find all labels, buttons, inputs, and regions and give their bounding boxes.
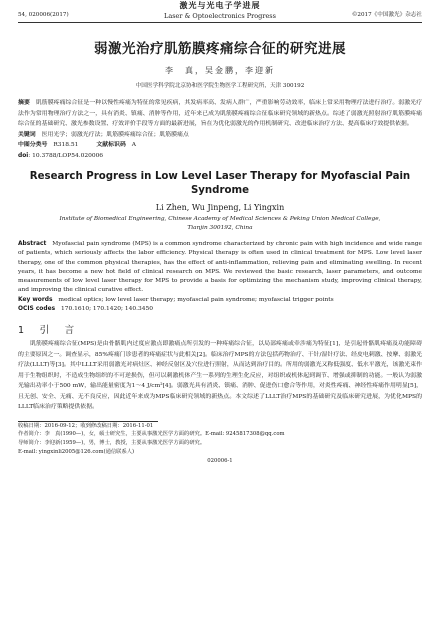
authors-en: Li Zhen, Wu Jinpeng, Li Yingxin (155, 203, 285, 212)
footnote-contact: E-mail: yingxinli2005@126.com(通信联系人) (18, 448, 135, 455)
keywords-cn (18, 130, 422, 141)
section-number: 1 (18, 325, 28, 337)
abstract-cn-label: 摘要 (18, 100, 30, 106)
title-en: Research Progress in Low Level Laser Therapy for Myofascial Pain Syndrome (29, 171, 411, 196)
clc-value: R318.51 (53, 142, 79, 148)
ocis-label: OCIS codes (18, 306, 56, 313)
section-heading-intro (18, 322, 422, 336)
journal-name-cn: 激光与光电子学进展 (179, 1, 261, 10)
keywords-en-label: Key words (18, 296, 53, 303)
keywords-en-text: medical optics; low level laser therapy; myofascial pain syndrome; myofascial trigger points (58, 296, 334, 303)
abstract-cn (18, 98, 422, 130)
keywords-cn-label: 关键词 (18, 131, 36, 138)
abstract-en-label: Abstract (18, 241, 47, 247)
footnote-received: 收稿日期：2016-09-12；收到修改稿日期：2016-11-01 (18, 422, 154, 429)
abstract-en (18, 240, 422, 296)
doi-value: 10.3788/LOP54.020006 (32, 152, 104, 159)
journal-name-en: Laser & Optoelectronics Progress (164, 12, 276, 20)
footnote-advisor: 导师简介：李迎新(1959—)，男，博士，教授，主要从事激光医学方面的研究。 (18, 440, 206, 447)
intro-paragraph: 肌筋膜疼痛综合征(MPS)是由骨骼肌内过度应激点即激痛点所引发的一种疼痛综合征，以局部疼痛或牵涉痛为特征[1]，是引起骨骼肌疼痛及功能障碍的主要原因之一。调查显示，85%疼痛门诊患者的疼痛症状与此相关[2]。临床治疗MPS的方法包括药物治疗、干针/湿针疗法、经皮电刺激、按摩、弱激光疗法(LLLT)等[3]。其中LLLT采用弱激光对病灶区、神经反射区及穴位进行照射，从而达到治疗目的。所用的弱激光又称低强度、低水平激光，该激光束作用于生物组织时，不造成生物组织的不可逆损伤，但可以刺激机体产生一系列的生理生化反应，对组织或机体起到调节、增强或抑制的功能。一般认为弱激光输出功率小于500 mW，输出能量密度为1～4 J/cm²[4]。弱激光具有消炎、镇痛、消肿、促进伤口愈合等作用，对炎性疼痛、神经性疼痛作用明显[5]，且无创、安全、无痛、无不良反应，因此近年来成为MPS临床研究领域的新热点。本文综述了LLLT治疗MPS的基础研究及临床研究进展，为优化MPS的LLLT临床治疗策略提供依据。 (18, 341, 422, 411)
copyright: ©2017《中国激光》杂志社 (351, 12, 422, 18)
volume-info: 54, 020006(2017) (18, 12, 69, 18)
abstract-cn-text: 肌筋膜疼痛综合征是一种以慢性疼痛为特征的常见疾病，其发病率高、发病人群广，严重影响劳动效率，临床上常采用物理疗法进行治疗。弱激光疗法作为常用物理治疗方法之一，具有消炎、镇痛、消肿等作用，近年来已成为肌筋膜疼痛综合征临床研究领域的新热点。综述了弱激光照射治疗肌筋膜疼痛综合征的基础研究、激光参数设置、疗效评价手段等方面的最新进展，旨在为优化弱激光的作用机制研究、改进临床治疗方法、提高临床疗效提供依据。 (18, 100, 423, 127)
doc-code-value: A (131, 142, 136, 148)
clc-label: 中图分类号 (18, 142, 48, 148)
abstract-en-text: Myofascial pain syndrome (MPS) is a common syndrome characterized by chronic pain with high incidence and wide range of patients, which seriously affects the labor efficiency. Physical therapy is often used in clinical treatment for MPS. Low level laser therapy, one of the common physical therapies, has the effect of anti-inflammation, relieving pain and eliminating swelling. In recent years, it has become a new hot field of clinical research on MPS. We reviewed the basic research, laser parameters, and outcome measurements of low level laser therapy for MPS to provide a basis for optimizing the mechanism study, improving clinical therapy, and improving the clinical curative effect. (18, 241, 422, 294)
classification-cn (18, 140, 422, 151)
running-header (18, 0, 422, 23)
ocis-value: 170.1610; 170.1420; 140.3450 (60, 306, 154, 313)
ocis-codes (18, 305, 422, 314)
title-cn: 弱激光治疗肌筋膜疼痛综合征的研究进展 (94, 41, 346, 57)
keywords-en (18, 296, 422, 305)
affiliation-en-line-1: Institute of Biomedical Engineering, Chinese Academy of Medical Sciences & Peking Union Medical College, (59, 216, 381, 222)
authors-cn: 李 真，吴金鹏，李迎新 (165, 66, 275, 75)
affiliation-en (18, 215, 422, 233)
affiliation-en-line-2: Tianjin 300192, China (187, 225, 253, 231)
doi-label: doi (18, 152, 29, 159)
keywords-cn-text: 医用光学；弱激光疗法；肌筋膜疼痛综合征；肌筋膜痛点 (41, 131, 189, 138)
footnote-author: 作者简介：李 真(1990—)，女，硕士研究生，主要从事激光医学方面的研究。E-mail: 9245817308@qq.com (18, 431, 285, 438)
affiliation-cn: 中国医学科学院北京协和医学院生物医学工程研究所，天津 300192 (135, 83, 305, 89)
doc-code-label: 文献标识码 (96, 142, 126, 148)
doi-line: doi: 10.3788/LOP54.020006 (18, 152, 104, 159)
page-number: 020006-1 (207, 458, 233, 465)
section-title: 引 言 (39, 325, 78, 337)
